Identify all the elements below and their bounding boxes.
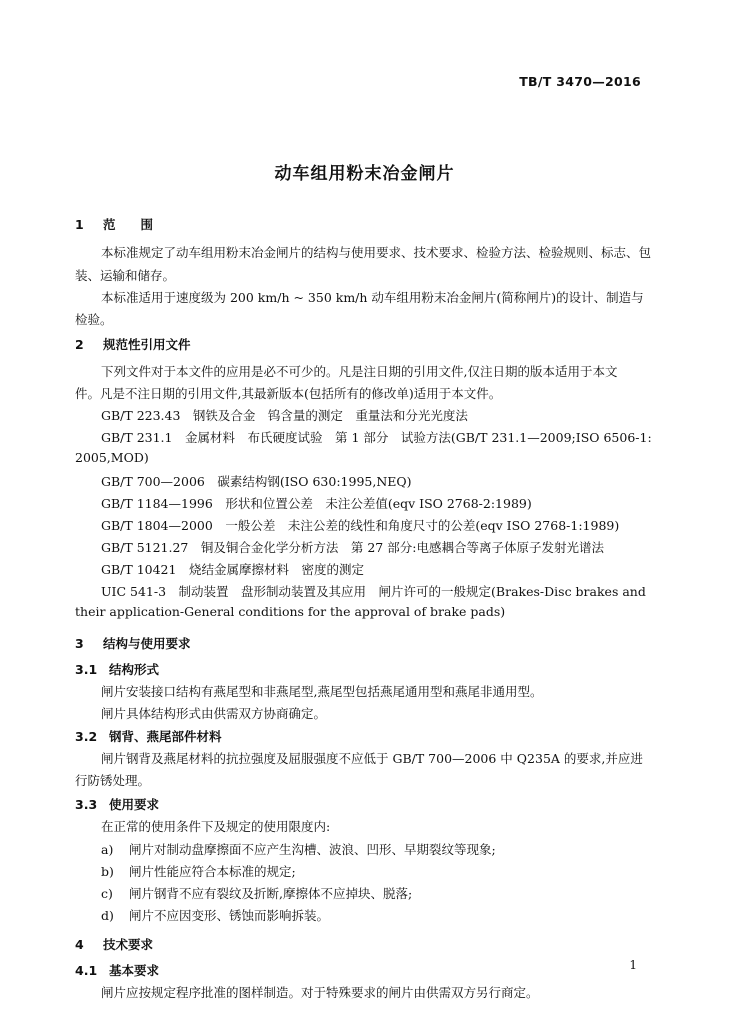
section-4-title: 技术要求 <box>103 937 154 952</box>
reference-item-continued: 2005,MOD) <box>75 450 149 465</box>
section-2-heading <box>75 335 191 353</box>
reference-item: GB/T 1184—1996 形状和位置公差 未注公差值(eqv ISO 2768-2:1989) <box>101 496 532 511</box>
s1-p1-line1: 本标准规定了动车组用粉末冶金闸片的结构与使用要求、技术要求、检验方法、检验规则、标志、包 <box>101 245 652 260</box>
section-2-number: 2 <box>75 337 84 352</box>
section-1-heading <box>75 215 153 233</box>
list-item-text: 闸片钢背不应有裂纹及折断,摩擦体不应掉块、脱落; <box>129 886 413 901</box>
page-number: 1 <box>629 958 637 972</box>
s2-intro-line1: 下列文件对于本文件的应用是必不可少的。凡是注日期的引用文件,仅注日期的版本适用于本文 <box>101 364 618 379</box>
list-item-mark: c) <box>101 886 113 901</box>
reference-item: UIC 541-3 制动装置 盘形制动装置及其应用 闸片许可的一般规定(Brakes-Disc brakes and <box>101 584 646 599</box>
section-4-1-number: 4.1 <box>75 963 98 978</box>
list-item-mark: d) <box>101 908 114 923</box>
list-item <box>101 884 412 902</box>
section-3-title: 结构与使用要求 <box>103 636 191 651</box>
section-4-heading <box>75 935 153 953</box>
document-title: 动车组用粉末冶金闸片 <box>274 164 455 184</box>
reference-item: GB/T 5121.27 铜及铜合金化学分析方法 第 27 部分:电感耦合等离子体原子发射光谱法 <box>101 540 604 555</box>
section-3-2-number: 3.2 <box>75 729 98 744</box>
list-item <box>101 906 329 924</box>
reference-item: GB/T 223.43 钢铁及合金 钨含量的测定 重量法和分光光度法 <box>101 408 468 423</box>
section-3-1-heading <box>75 660 159 678</box>
section-1-title: 范 围 <box>103 217 154 232</box>
section-3-2-title: 钢背、燕尾部件材料 <box>109 729 222 744</box>
section-3-3-title: 使用要求 <box>109 797 160 812</box>
section-3-3-number: 3.3 <box>75 797 98 812</box>
section-3-1-number: 3.1 <box>75 662 98 677</box>
s33-intro: 在正常的使用条件下及规定的使用限度内: <box>101 819 331 834</box>
s41-line1: 闸片应按规定程序批准的图样制造。对于特殊要求的闸片由供需双方另行商定。 <box>101 985 539 1000</box>
reference-item-continued: their application-General conditions for the approval of brake pads) <box>75 604 506 619</box>
reference-item: GB/T 700—2006 碳素结构钢(ISO 630:1995,NEQ) <box>101 474 412 489</box>
s31-line1: 闸片安装接口结构有燕尾型和非燕尾型,燕尾型包括燕尾通用型和燕尾非通用型。 <box>101 684 543 699</box>
s1-p2-line2: 检验。 <box>75 312 113 327</box>
reference-item: GB/T 231.1 金属材料 布氏硬度试验 第 1 部分 试验方法(GB/T 231.1—2009;ISO 6506-1: <box>101 430 652 445</box>
standard-number: TB/T 3470—2016 <box>519 74 641 89</box>
section-3-1-title: 结构形式 <box>109 662 160 677</box>
s32-line2: 行防锈处理。 <box>75 773 151 788</box>
section-3-number: 3 <box>75 636 84 651</box>
s2-intro-line2: 件。凡是不注日期的引用文件,其最新版本(包括所有的修改单)适用于本文件。 <box>75 386 502 401</box>
list-item-mark: a) <box>101 842 114 857</box>
reference-item: GB/T 1804—2000 一般公差 未注公差的线性和角度尺寸的公差(eqv ISO 2768-1:1989) <box>101 518 620 533</box>
reference-item: GB/T 10421 烧结金属摩擦材料 密度的测定 <box>101 562 364 577</box>
list-item-text: 闸片性能应符合本标准的规定; <box>129 864 296 879</box>
s31-line2: 闸片具体结构形式由供需双方协商确定。 <box>101 706 327 721</box>
section-3-2-heading <box>75 727 222 745</box>
list-item <box>101 862 296 880</box>
section-3-heading <box>75 634 191 652</box>
list-item <box>101 840 496 858</box>
section-3-3-heading <box>75 795 159 813</box>
list-item-text: 闸片对制动盘摩擦面不应产生沟槽、波浪、凹形、早期裂纹等现象; <box>129 842 496 857</box>
list-item-mark: b) <box>101 864 114 879</box>
s1-p2-line1: 本标准适用于速度级为 200 km/h ~ 350 km/h 动车组用粉末冶金闸片(简称闸片)的设计、制造与 <box>101 290 644 305</box>
list-item-text: 闸片不应因变形、锈蚀而影响拆装。 <box>129 908 330 923</box>
s32-line1: 闸片钢背及燕尾材料的抗拉强度及屈服强度不应低于 GB/T 700—2006 中 Q235A 的要求,并应进 <box>101 751 643 766</box>
section-2-title: 规范性引用文件 <box>103 337 191 352</box>
section-1-number: 1 <box>75 217 84 232</box>
section-4-number: 4 <box>75 937 84 952</box>
section-4-1-heading <box>75 961 159 979</box>
s1-p1-line2: 装、运输和储存。 <box>75 268 176 283</box>
section-4-1-title: 基本要求 <box>109 963 160 978</box>
